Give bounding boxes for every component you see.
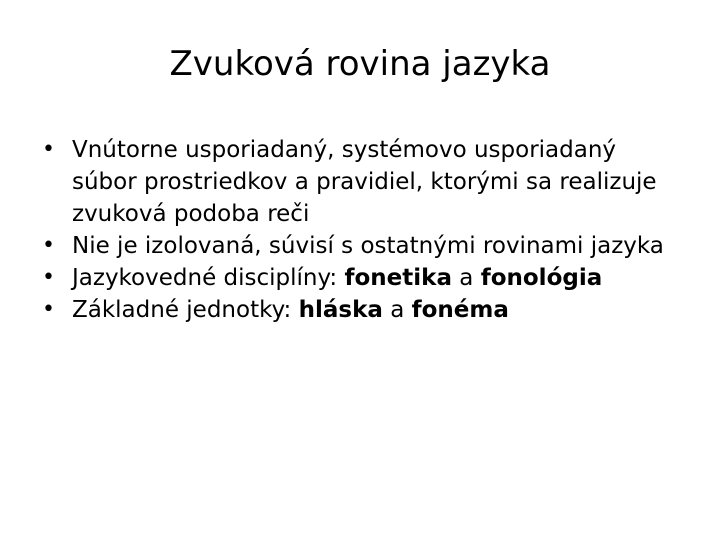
bullet-conjunction: a xyxy=(382,297,412,323)
bullet-icon: • xyxy=(42,233,55,258)
bullet-conjunction: a xyxy=(451,265,481,291)
bullet-icon: • xyxy=(42,265,55,290)
bullet-text: Vnútorne usporiadaný, systémovo usporiadaný súbor prostriedkov a pravidiel, ktorými sa realizuje zvuková podoba reči xyxy=(72,137,657,227)
bullet-term-fonologia: fonológia xyxy=(480,265,603,291)
bullet-icon: • xyxy=(42,137,55,162)
bullet-icon: • xyxy=(42,297,55,322)
bullet-item xyxy=(38,262,668,294)
slide-title: Zvuková rovina jazyka xyxy=(169,44,551,84)
bullet-prefix: Jazykovedné disciplíny: xyxy=(72,265,345,291)
bullet-term-hlaska: hláska xyxy=(298,297,383,323)
bullet-item xyxy=(38,294,668,326)
bullet-prefix: Základné jednotky: xyxy=(72,297,299,323)
bullet-term-fonetika: fonetika xyxy=(344,265,452,291)
bullet-item xyxy=(38,134,668,230)
bullet-term-fonema: fonéma xyxy=(411,297,509,323)
bullet-item xyxy=(38,230,668,262)
bullet-text: Nie je izolovaná, súvisí s ostatnými rovinami jazyka xyxy=(72,233,664,259)
bullet-list xyxy=(38,134,668,326)
